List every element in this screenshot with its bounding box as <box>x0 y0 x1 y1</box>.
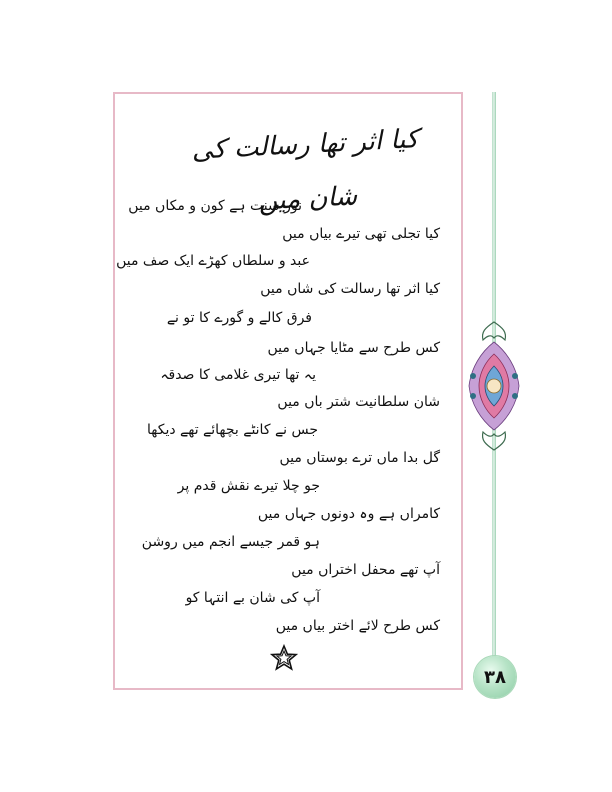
verse-line-12: کامراں ہے وہ دونوں جہاں میں <box>257 506 440 522</box>
floral-ornament-icon <box>463 318 525 454</box>
verse-line-11: جو چلا تیرے نقش قدم پر <box>177 478 320 494</box>
verse-line-13: ہو قمر جیسے انجم میں روشن <box>141 534 320 550</box>
verse-line-2: کیا تجلی تھی تیرے بیاں میں <box>282 226 440 242</box>
verse-line-8: شان سلطانیت شتر باں میں <box>277 394 440 410</box>
star-icon <box>270 644 298 672</box>
verse-line-7: یہ تھا تیری غلامی کا صدقہ <box>160 367 316 383</box>
verse-line-15: آپ کی شان بے انتہا کو <box>185 590 320 606</box>
verse-line-16: کس طرح لائے اختر بیاں میں <box>275 618 440 634</box>
verse-line-9: جس نے کانٹے بچھائے تھے دیکھا <box>147 422 318 438</box>
verse-line-4: کیا اثر تھا رسالت کی شاں میں <box>260 281 440 297</box>
verse-line-1: نور سنت ہے کون و مکاں میں <box>128 198 302 214</box>
poem-title: کیا اثر تھا رسالت کی شان میں <box>190 124 420 217</box>
page-number-badge: ۳۸ <box>474 656 516 698</box>
verse-line-5: فرق کالے و گورے کا تو نے <box>166 310 312 326</box>
verse-line-10: گل بدا ماں ترے بوستاں میں <box>279 450 440 466</box>
verse-line-14: آپ تھے محفل اختراں میں <box>291 562 440 578</box>
verse-line-6: کس طرح سے مٹایا جہاں میں <box>267 340 440 356</box>
verse-line-3: عبد و سلطاں کھڑے ایک صف میں <box>116 253 310 269</box>
